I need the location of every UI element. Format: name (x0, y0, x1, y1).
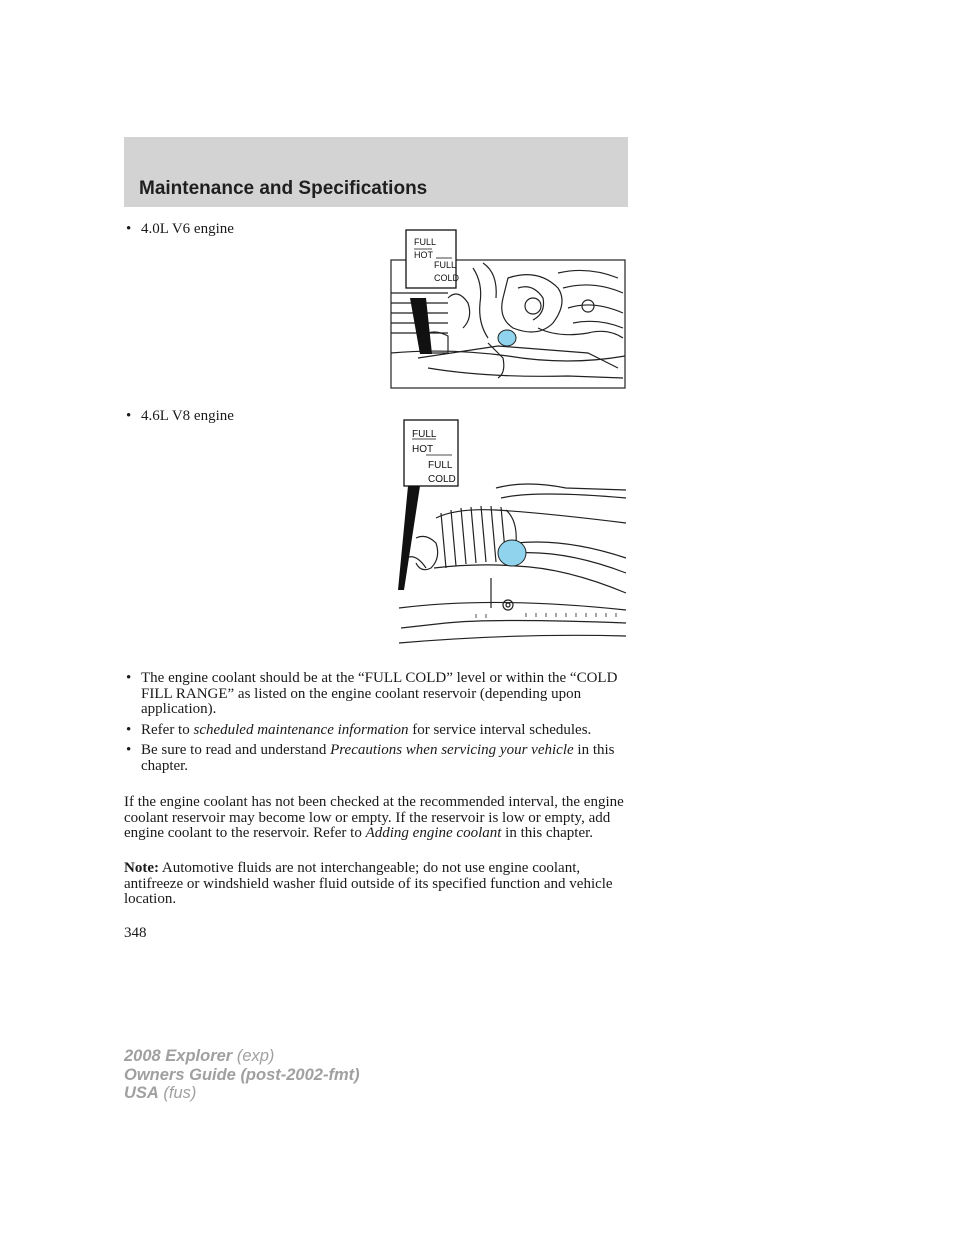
coolant-bullet-list (124, 671, 634, 779)
document-footer (124, 1047, 360, 1103)
list-item (124, 743, 634, 774)
v6-full-hot-top: FULL (414, 237, 437, 247)
list-item-text: for service interval schedules. (408, 721, 592, 738)
v6-coolant-indicator-dot (498, 330, 516, 346)
bullet-dot: • (126, 742, 132, 758)
note-paragraph (124, 861, 632, 908)
footer-line-2 (124, 1066, 360, 1085)
bullet-dot: • (126, 670, 132, 686)
v6-full-hot-bottom: HOT (414, 250, 433, 260)
note-label: Note: (124, 860, 159, 876)
v8-full-hot-top: FULL (412, 429, 437, 440)
v6-full-cold-bottom: COLD (434, 273, 460, 283)
cross-reference-link[interactable]: Precautions when servicing your vehicle (330, 742, 574, 758)
v8-full-hot-bottom: HOT (412, 444, 434, 455)
v8-full-cold-top: FULL (428, 460, 453, 471)
list-item-text: The engine coolant should be at the “FULL COLD” level or within the “COLD FILL RANGE” as listed on the engine coolant reservoir (depending upon application). (141, 670, 618, 717)
footer-model: 2008 Explorer (124, 1047, 233, 1065)
list-item-text: Refer to (141, 721, 194, 738)
footer-model-code: (exp) (232, 1047, 275, 1065)
v8-coolant-indicator-dot (498, 540, 526, 566)
v6-full-cold-top: FULL (434, 260, 457, 270)
footer-line-1 (124, 1047, 360, 1066)
cross-reference-link[interactable]: Adding engine coolant (365, 825, 502, 841)
paragraph-text: in this chapter. (501, 825, 594, 841)
footer-market: USA (124, 1084, 159, 1102)
cross-reference-link[interactable]: scheduled maintenance information (193, 721, 409, 738)
engine-label-text: 4.6L V8 engine (141, 408, 234, 424)
paragraph-text: If the engine coolant has not been checked at the recommended interval, the engine coolant reservoir may become low or empty. If the reservoir is low or empty, add engine coolant to the reservoir. Refer to (124, 794, 624, 841)
footer-market-code: (fus) (158, 1084, 197, 1102)
v6-coolant-reservoir-figure (388, 228, 628, 390)
v6-indicator-arrow (410, 298, 432, 354)
list-item-text: Be sure to read and understand (141, 742, 331, 758)
list-item (124, 723, 634, 739)
section-title: Maintenance and Specifications (139, 178, 428, 199)
v8-coolant-reservoir-figure (396, 418, 628, 644)
page-number: 348 (124, 925, 147, 941)
v8-full-cold-bottom: COLD (428, 474, 456, 485)
note-text: Automotive fluids are not interchangeable; do not use engine coolant, antifreeze or windshield washer fluid outside of its specified function and vehicle location. (124, 860, 613, 907)
coolant-check-paragraph (124, 795, 632, 842)
engine-label-v8 (126, 409, 234, 425)
footer-line-3 (124, 1084, 360, 1103)
engine-label-text: 4.0L V6 engine (141, 221, 234, 237)
bullet-dot: • (126, 408, 132, 424)
footer-guide-title: Owners Guide (post-2002-fmt) (124, 1065, 360, 1084)
bullet-dot: • (126, 221, 132, 237)
list-item (124, 671, 634, 718)
bullet-dot: • (126, 721, 132, 738)
engine-label-v6 (126, 222, 234, 238)
list-item-text: in this chapter. (141, 742, 615, 774)
